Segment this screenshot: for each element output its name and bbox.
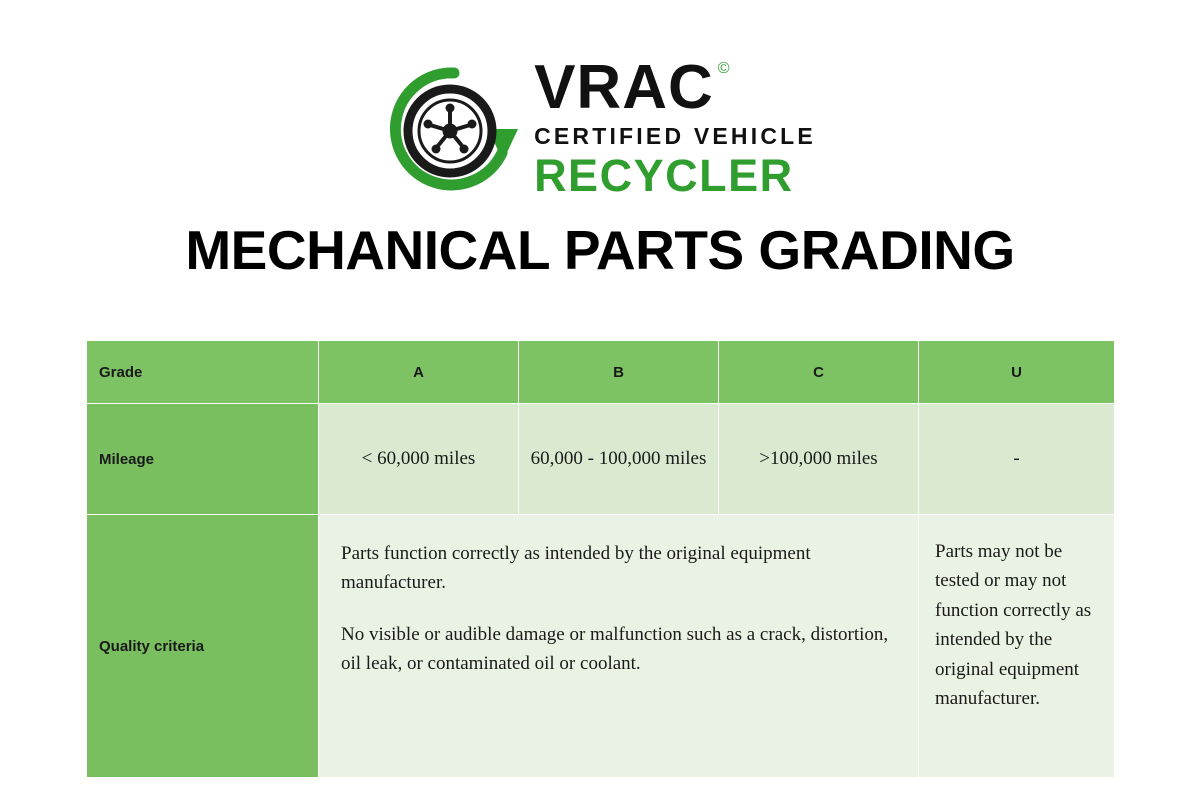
quality-cell-u: Parts may not be tested or may not function correctly as intended by the original equipment manufacturer. — [919, 515, 1115, 778]
logo-tagline-2: RECYCLER — [534, 149, 794, 201]
mileage-cell-a: < 60,000 miles — [319, 404, 519, 515]
page-title: MECHANICAL PARTS GRADING — [185, 219, 1015, 281]
vrac-logo — [0, 52, 1200, 202]
mileage-cell-u: - — [919, 404, 1115, 515]
mileage-cell-b: 60,000 - 100,000 miles — [519, 404, 719, 515]
mileage-cell-c: >100,000 miles — [719, 404, 919, 515]
grading-table — [86, 340, 1115, 778]
logo-tagline-1: CERTIFIED VEHICLE — [534, 122, 816, 149]
row-label-quality-criteria: Quality criteria — [87, 515, 319, 778]
table-row-mileage — [87, 404, 1115, 515]
table-header-row — [87, 341, 1115, 404]
row-label-mileage: Mileage — [87, 404, 319, 515]
header-cell-b: B — [519, 341, 719, 404]
wheel-recycle-arrow-icon — [384, 57, 524, 197]
quality-paragraph-2: No visible or audible damage or malfunction such as a crack, distortion, oil leak, or contaminated oil or coolant. — [341, 623, 889, 675]
quality-paragraph-1: Parts function correctly as intended by the original equipment manufacturer. — [341, 543, 811, 594]
quality-cell-abc — [319, 515, 919, 778]
header-cell-u: U — [919, 341, 1115, 404]
logo-inner — [384, 52, 816, 201]
header-cell-grade: Grade — [87, 341, 319, 404]
logo-wordmark — [534, 52, 816, 201]
table-row-quality-criteria — [87, 515, 1115, 778]
header-cell-c: C — [719, 341, 919, 404]
header-cell-a: A — [319, 341, 519, 404]
logo-brand: VRAC — [534, 52, 714, 122]
copyright-icon: © — [717, 59, 731, 77]
logo-brand-line — [534, 52, 816, 122]
